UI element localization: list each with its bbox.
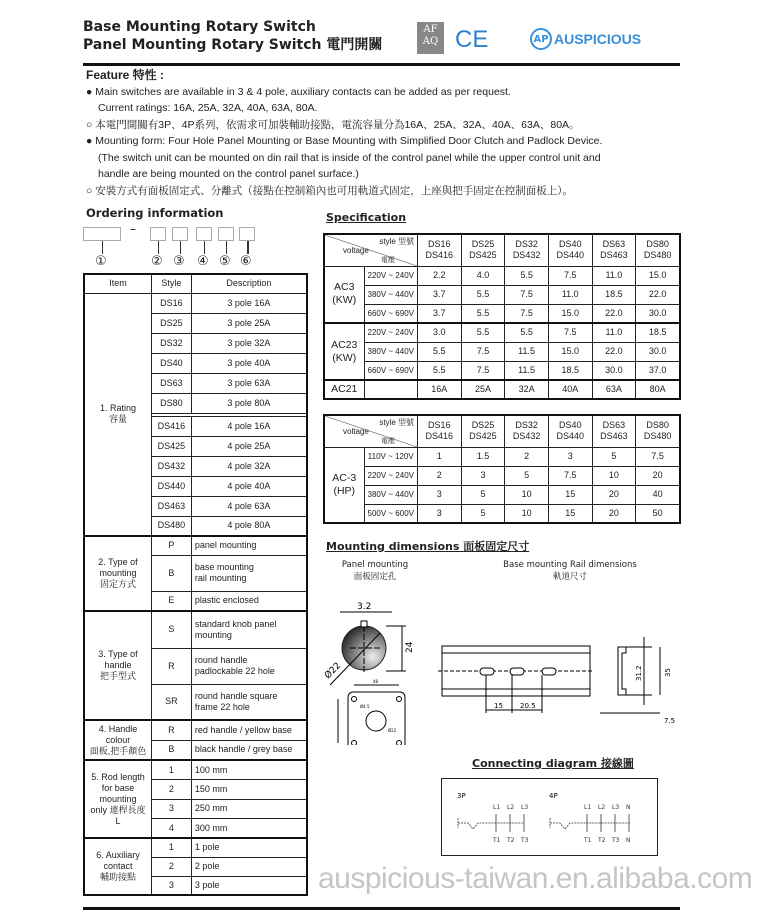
terminal-t2: T2: [507, 837, 515, 844]
spec-value: 3: [548, 447, 592, 466]
voltage-label: voltage: [343, 246, 369, 255]
ordering-row: [84, 838, 307, 857]
spec-category: AC3 (KW): [324, 266, 364, 323]
ordering-style: DS16: [151, 293, 191, 313]
ordering-description: 150 mm: [191, 780, 307, 800]
spec-value: 30.0: [592, 361, 636, 380]
spec-style-header: DS25 DS425: [461, 234, 505, 266]
ordering-description: black handle / grey base: [191, 740, 307, 760]
ordering-description: round handle padlockable 22 hole: [191, 648, 307, 684]
ordering-style: 3: [151, 876, 191, 895]
header-titles: [83, 18, 382, 54]
spec-value: 30.0: [636, 342, 680, 361]
ordering-table: [83, 273, 308, 896]
spec-voltage: 380V ~ 440V: [364, 342, 417, 361]
spec-row: [324, 485, 680, 504]
footer-divider: [83, 907, 680, 910]
terminal-t3: T3: [521, 837, 529, 844]
ordering-style: DS25: [151, 313, 191, 333]
style-label: style 型號: [379, 237, 414, 246]
spec-header-row: [324, 415, 680, 447]
ordering-description: 3 pole 32A: [191, 333, 307, 353]
spec-style-header: DS16 DS416: [417, 234, 461, 266]
spec-value: 7.5: [636, 447, 680, 466]
specification-title: Specification: [326, 211, 407, 224]
feature-section: [86, 67, 726, 199]
ordering-style: SR: [151, 684, 191, 720]
ordering-style: E: [151, 591, 191, 611]
ordering-description: 4 pole 16A: [191, 416, 307, 436]
ordering-style: DS440: [151, 476, 191, 496]
style-label: style 型號: [379, 418, 414, 427]
ordering-description: plastic enclosed: [191, 591, 307, 611]
ordering-description: 1 pole: [191, 838, 307, 857]
spec-value: 18.5: [592, 285, 636, 304]
ordering-row: [84, 611, 307, 648]
code-number: ④: [197, 254, 209, 269]
header-description: Description: [191, 274, 307, 293]
spec-style-header: DS80 DS480: [636, 234, 680, 266]
spec-value: 3: [461, 466, 505, 485]
spec-category: AC23 (KW): [324, 323, 364, 380]
ordering-style: P: [151, 536, 191, 555]
mounting-title: Mounting dimensions 面板固定尺寸: [326, 540, 530, 553]
rail-label: Base mounting Rail dimensions: [503, 560, 637, 570]
ordering-description: 300 mm: [191, 819, 307, 839]
spec-value: 2: [505, 447, 549, 466]
ordering-style: B: [151, 740, 191, 760]
ordering-style: DS63: [151, 373, 191, 393]
spec-voltage: 220V ~ 240V: [364, 323, 417, 342]
label-3p: 3P: [457, 792, 466, 800]
spec-style-header: DS32 DS432: [505, 234, 549, 266]
square-plate-drawing: [338, 679, 405, 745]
spec-header-row: [324, 234, 680, 266]
spec-voltage: [364, 380, 417, 399]
spec-value: 5.5: [417, 342, 461, 361]
feature-line: ○ 本電門開關有3P、4P系列，依需求可加裝輔助接點，電流容量分為16A、25A、32A、40A、63A、80A。: [86, 118, 580, 131]
spec-style-header: DS32 DS432: [505, 415, 549, 447]
dim-22: Ø22: [323, 660, 344, 682]
feature-line: Current ratings: 16A, 25A, 32A, 40A, 63A, 80A.: [98, 102, 318, 114]
title-base-mounting: Base Mounting Rotary Switch: [83, 19, 316, 35]
din-rail-drawing: [438, 637, 675, 725]
spec-value: 5.5: [505, 323, 549, 342]
header-item: Item: [84, 274, 151, 293]
feature-heading: Feature 特性 :: [86, 68, 165, 82]
ordering-style: S: [151, 611, 191, 648]
spec-category: AC-3 (HP): [324, 447, 364, 523]
mounting-drawings: [320, 595, 690, 745]
spec-value: 20: [636, 466, 680, 485]
ordering-description: base mounting rail mounting: [191, 555, 307, 591]
ordering-description: 4 pole 32A: [191, 456, 307, 476]
ordering-style: R: [151, 648, 191, 684]
style-voltage-header: [324, 415, 417, 447]
rail-caption: [495, 559, 645, 583]
spec-voltage: 110V ~ 120V: [364, 447, 417, 466]
spec-style-header: DS40 DS440: [548, 415, 592, 447]
feature-line: handle are being mounted on the control panel surface.): [98, 168, 359, 180]
spec-row: [324, 304, 680, 323]
spec-value: 80A: [636, 380, 680, 399]
terminal-l2: L2: [598, 804, 606, 811]
spec-row: [324, 285, 680, 304]
spec-value: 30.0: [636, 304, 680, 323]
voltage-cn: 電壓: [381, 257, 395, 264]
spec-row: [324, 504, 680, 523]
feature-line: ● Mounting form: Four Hole Panel Mounting or Base Mounting with Simplified Door Clutch and Padlock Device.: [86, 135, 603, 147]
dim-35: 35: [664, 668, 672, 677]
terminal-t3: T3: [612, 837, 620, 844]
dim-24: 24: [405, 641, 415, 653]
ordering-description: 3 pole 80A: [191, 393, 307, 413]
spec-value: 3.7: [417, 285, 461, 304]
terminal-n: N: [626, 837, 631, 844]
spec-value: 11.0: [592, 266, 636, 285]
feature-line: ○ 安裝方式有面板固定式、分離式（接點在控制箱內也可用軌道式固定，上座與把手固定在控制面板上）。: [86, 184, 574, 197]
spec-style-header: DS80 DS480: [636, 415, 680, 447]
terminal-n: N: [626, 804, 631, 811]
terminal-l1: L1: [584, 804, 592, 811]
spec-value: 15.0: [636, 266, 680, 285]
spec-value: 15.0: [548, 304, 592, 323]
ordering-style: DS425: [151, 436, 191, 456]
spec-value: 50: [636, 504, 680, 523]
brand-logo: [530, 28, 641, 50]
spec-style-header: DS16 DS416: [417, 415, 461, 447]
ordering-description: 100 mm: [191, 760, 307, 780]
ordering-description: 4 pole 40A: [191, 476, 307, 496]
spec-value: 5: [461, 504, 505, 523]
spec-value: 7.5: [505, 285, 549, 304]
ordering-style: DS416: [151, 416, 191, 436]
spec-voltage: 660V ~ 690V: [364, 304, 417, 323]
ordering-description: round handle square frame 22 hole: [191, 684, 307, 720]
terminal-l1: L1: [493, 804, 501, 811]
spec-voltage: 220V ~ 240V: [364, 466, 417, 485]
feature-line: (The switch unit can be mounted on din rail that is inside of the control panel while the upper control unit and: [98, 151, 601, 164]
spec-style-header: DS40 DS440: [548, 234, 592, 266]
terminal-t1: T1: [584, 837, 592, 844]
code-box: [150, 227, 166, 241]
terminal-l3: L3: [612, 804, 620, 811]
spec-voltage: 220V ~ 240V: [364, 266, 417, 285]
ordering-title: Ordering information: [86, 206, 224, 220]
spec-value: 7.5: [505, 304, 549, 323]
spec-value: 37.0: [636, 361, 680, 380]
brand-ap-icon: AP: [530, 28, 552, 50]
spec-value: 15.0: [548, 342, 592, 361]
ordering-header-row: [84, 274, 307, 293]
ce-mark: CE: [455, 26, 489, 53]
spec-voltage: 500V ~ 600V: [364, 504, 417, 523]
spec-value: 11.0: [592, 323, 636, 342]
code-number: ⑤: [219, 254, 231, 269]
ordering-description: 2 pole: [191, 857, 307, 876]
ordering-description: 3 pole: [191, 876, 307, 895]
watermark: auspicious-taiwan.en.alibaba.com: [318, 862, 753, 895]
label-4p: 4P: [549, 792, 558, 800]
rail-cn: 軌道尺寸: [552, 572, 587, 582]
terminal-t1: T1: [493, 837, 501, 844]
ordering-description: 4 pole 80A: [191, 516, 307, 536]
dim-hole-small: Ø4.5: [360, 704, 370, 709]
ordering-style: DS40: [151, 353, 191, 373]
ordering-description: 4 pole 63A: [191, 496, 307, 516]
ordering-description: red handle / yellow base: [191, 720, 307, 740]
ordering-row: [84, 536, 307, 555]
dim-3-2: 3.2: [357, 602, 372, 612]
ordering-item: 4. Handle colour 面板,把手顏色: [84, 720, 151, 760]
code-number: ⑥: [240, 254, 252, 269]
spec-value: 2.2: [417, 266, 461, 285]
ordering-style: 2: [151, 857, 191, 876]
ordering-description: panel mounting: [191, 536, 307, 555]
spec-value: 18.5: [636, 323, 680, 342]
brand-name: AUSPICIOUS: [554, 31, 642, 47]
spec-value: 7.5: [461, 361, 505, 380]
dim-hole-center: Ø22: [388, 728, 397, 733]
ordering-style: DS80: [151, 393, 191, 413]
spec-value: 5.5: [417, 361, 461, 380]
code-box: [218, 227, 234, 241]
spec-table-kw: [323, 233, 681, 400]
spec-value: 40: [636, 485, 680, 504]
connecting-title: Connecting diagram 接線圖: [472, 757, 634, 770]
spec-value: 7.5: [548, 266, 592, 285]
ordering-description: 4 pole 25A: [191, 436, 307, 456]
code-box: [196, 227, 212, 241]
ordering-description: 250 mm: [191, 799, 307, 819]
spec-row: [324, 466, 680, 485]
spec-value: 3: [417, 485, 461, 504]
spec-voltage: 380V ~ 440V: [364, 485, 417, 504]
ordering-item: 6. Auxiliary contact 輔助接點: [84, 838, 151, 895]
spec-value: 5.5: [461, 285, 505, 304]
ordering-row: [84, 293, 307, 313]
spec-value: 11.5: [505, 342, 549, 361]
spec-value: 3.7: [417, 304, 461, 323]
spec-value: 10: [505, 504, 549, 523]
ordering-description: 3 pole 16A: [191, 293, 307, 313]
spec-table-hp: [323, 414, 681, 524]
ordering-description: 3 pole 40A: [191, 353, 307, 373]
spec-value: 20: [592, 504, 636, 523]
spec-value: 3: [417, 504, 461, 523]
ordering-style: 3: [151, 799, 191, 819]
spec-value: 7.5: [548, 466, 592, 485]
spec-value: 15: [548, 485, 592, 504]
panel-mounting-cn: 面板固定孔: [353, 572, 397, 582]
code-number: ①: [95, 254, 107, 269]
ordering-style: 4: [151, 819, 191, 839]
dim-7-5: 7.5: [664, 717, 676, 725]
code-number: ②: [151, 254, 163, 269]
spec-value: 1.5: [461, 447, 505, 466]
spec-value: 1: [417, 447, 461, 466]
spec-value: 22.0: [636, 285, 680, 304]
spec-value: 5.5: [505, 266, 549, 285]
dim-15: 15: [494, 702, 503, 710]
afaq-logo: AF AQ: [417, 22, 444, 54]
spec-style-header: DS63 DS463: [592, 234, 636, 266]
spec-value: 32A: [505, 380, 549, 399]
spec-value: 22.0: [592, 304, 636, 323]
ordering-item: 5. Rod length for base mounting only 連桿長度 L: [84, 760, 151, 838]
ordering-row: [84, 720, 307, 740]
ordering-style: DS432: [151, 456, 191, 476]
spec-style-header: DS63 DS463: [592, 415, 636, 447]
ordering-style: DS463: [151, 496, 191, 516]
spec-row: [324, 361, 680, 380]
spec-value: 20: [592, 485, 636, 504]
spec-value: 16A: [417, 380, 461, 399]
spec-row: [324, 266, 680, 285]
spec-value: 5: [505, 466, 549, 485]
voltage-cn: 電壓: [381, 438, 395, 445]
spec-style-header: DS25 DS425: [461, 415, 505, 447]
ordering-style: DS32: [151, 333, 191, 353]
ordering-description: 3 pole 63A: [191, 373, 307, 393]
code-dash: –: [130, 222, 136, 236]
ordering-style: 1: [151, 760, 191, 780]
spec-value: 5.5: [461, 323, 505, 342]
style-voltage-header: [324, 234, 417, 266]
ordering-row: [84, 760, 307, 780]
spec-value: 5: [592, 447, 636, 466]
panel-hole-drawing: [322, 602, 415, 685]
spec-value: 7.5: [461, 342, 505, 361]
spec-value: 40A: [548, 380, 592, 399]
spec-value: 10: [592, 466, 636, 485]
code-box: [172, 227, 188, 241]
ordering-style: R: [151, 720, 191, 740]
terminal-l2: L2: [507, 804, 515, 811]
spec-value: 18.5: [548, 361, 592, 380]
spec-voltage: 380V ~ 440V: [364, 285, 417, 304]
spec-value: 4.0: [461, 266, 505, 285]
spec-voltage: 660V ~ 690V: [364, 361, 417, 380]
spec-value: 25A: [461, 380, 505, 399]
ordering-item: 1. Rating 容量: [84, 293, 151, 536]
spec-value: 63A: [592, 380, 636, 399]
title-panel-mounting: Panel Mounting Rotary Switch 電門開關: [83, 37, 383, 53]
code-box: [239, 227, 255, 241]
code-box: [83, 227, 121, 241]
code-number: ③: [173, 254, 185, 269]
spec-value: 15: [548, 504, 592, 523]
spec-value: 10: [505, 485, 549, 504]
terminal-t2: T2: [598, 837, 606, 844]
spec-row: [324, 342, 680, 361]
dim-20-5: 20.5: [520, 702, 536, 710]
spec-value: 3.0: [417, 323, 461, 342]
spec-row: [324, 380, 680, 399]
header-style: Style: [151, 274, 191, 293]
ordering-style: 1: [151, 838, 191, 857]
spec-category: AC21: [324, 380, 364, 399]
panel-mounting-caption: [330, 559, 420, 583]
connecting-diagram: [441, 778, 658, 856]
spec-value: 22.0: [592, 342, 636, 361]
terminal-l3: L3: [521, 804, 529, 811]
dim-31-2: 31.2: [635, 665, 643, 681]
ordering-description: 3 pole 25A: [191, 313, 307, 333]
voltage-label: voltage: [343, 427, 369, 436]
spec-value: 11.0: [548, 285, 592, 304]
dim-48: 48: [373, 679, 379, 684]
ordering-description: standard knob panel mounting: [191, 611, 307, 648]
ordering-style: 2: [151, 780, 191, 800]
spec-row: [324, 447, 680, 466]
ordering-style: DS480: [151, 516, 191, 536]
spec-value: 5: [461, 485, 505, 504]
feature-line: ● Main switches are available in 3 & 4 pole, auxiliary contacts can be added as per request.: [86, 85, 511, 98]
ordering-item: 3. Type of handle 把手型式: [84, 611, 151, 720]
ordering-style: B: [151, 555, 191, 591]
spec-value: 11.5: [505, 361, 549, 380]
spec-value: 5.5: [461, 304, 505, 323]
header-divider: [83, 63, 680, 66]
ordering-item: 2. Type of mounting 固定方式: [84, 536, 151, 611]
spec-row: [324, 323, 680, 342]
spec-value: 7.5: [548, 323, 592, 342]
spec-value: 2: [417, 466, 461, 485]
panel-mounting-label: Panel mounting: [341, 560, 409, 570]
